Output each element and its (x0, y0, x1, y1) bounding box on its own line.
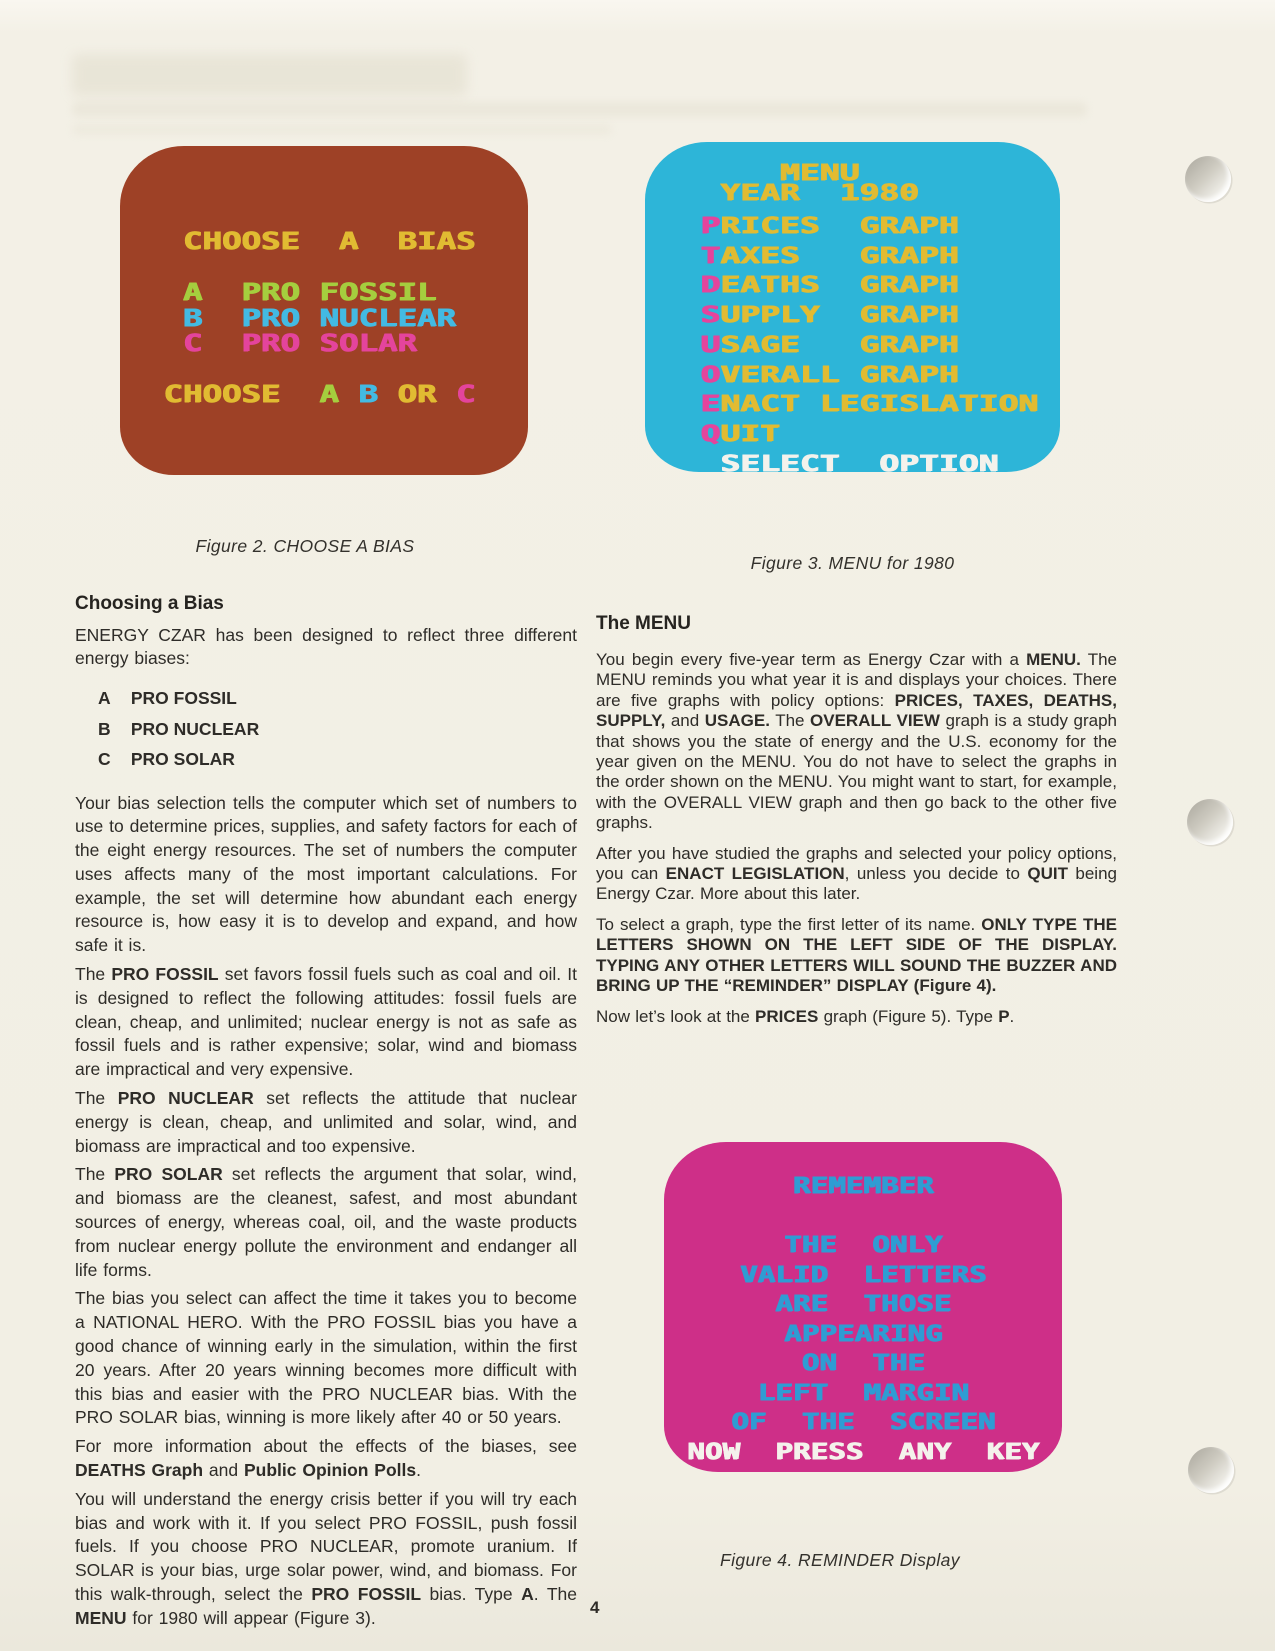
reminder-screen-text: REMEMBER THE ONLY VALID LETTERS ARE THOSE APPEARING ON THE LEFT MARGIN OF THE SCREEN NOW PRESS ANY KEY (686, 1174, 1040, 1465)
menu-screen-items-text: PRICES GRAPH TAXES GRAPH DEATHS GRAPH SUPPLY GRAPH USAGE GRAPH OVERALL GRAPH ENACT LEGISLATION QUIT SELECT OPTION (700, 214, 1038, 472)
body-paragraph: To select a graph, type the first letter of its name. ONLY TYPE THE LETTERS SHOWN ON THE LEFT SIDE OF THE DISPLAY. TYPING ANY OTHER LETTERS WILL SOUND THE BUZZER AND BRING UP THE “REMINDER” DISPLAY (Figure 4). (596, 914, 1117, 996)
bias-screen-text: CHOOSE A BIAS A PRO FOSSIL B PRO NUCLEAR C PRO SOLAR CHOOSE A B OR C (163, 227, 476, 408)
bias-list (98, 683, 577, 775)
body-paragraph: You begin every five-year term as Energy Czar with a MENU. The MENU reminds you what year it is and displays your choices. There are five graphs with policy options: PRICES, TAXES, DEATHS, SUPPLY, and USAGE. The OVERALL VIEW graph is a study graph that shows you the state of energy and the U.S. economy for the year given on the MENU. You do not have to select the graphs in the order shown on the MENU. You might want to start, for example, with the OVERALL VIEW graph and then go back to the other five graphs. (596, 650, 1118, 833)
body-paragraph: For more information about the effects of the biases, see DEATHS Graph and Public Opinion Polls. (75, 1436, 577, 1481)
punch-hole (1187, 799, 1233, 845)
ghost-print-artifact (72, 124, 612, 135)
punch-hole (1185, 156, 1231, 202)
choosing-a-bias-heading: Choosing a Bias (75, 593, 224, 614)
the-menu-heading: The MENU (596, 613, 691, 634)
bias-list-item (98, 744, 577, 775)
bias-intro-paragraph: ENERGY CZAR has been designed to reflect three different energy biases: (75, 625, 577, 668)
body-paragraph: You will understand the energy crisis better if you will try each bias and work with it. If you select PRO FOSSIL, push fossil fuels. If you choose PRO NUCLEAR, promote uranium. If SOLAR is your bias, urge solar power, wind, and biomass. For this walk-through, select the PRO FOSSIL bias. Type A. The MENU for 1980 will appear (Figure 3). (75, 1488, 577, 1628)
body-paragraph: Your bias selection tells the computer which set of numbers to use to determine prices, supplies, and safety factors for each of the eight energy resources. The set of numbers the computer uses affects many of the most important calculations. For example, the set will determine how abundant each energy resource is, how easy it is to develop and expand, and how safe it is. (75, 792, 577, 956)
body-paragraph: The bias you select can affect the time it takes you to become a NATIONAL HERO. With the PRO FOSSIL bias you have a good chance of winning early in the simulation, within the first 20 years. After 20 years winning becomes more difficult with this bias and easier with the PRO NUCLEAR bias. With the PRO SOLAR bias, winning is more likely after 40 or 50 years. (75, 1288, 577, 1428)
bias-key: C (98, 749, 111, 769)
bias-list-item (98, 714, 577, 745)
bias-label: PRO NUCLEAR (130, 718, 260, 739)
left-column (75, 592, 577, 1636)
body-paragraph: The PRO FOSSIL set favors fossil fuels such as coal and oil. It is designed to reflect the following attitudes: fossil fuels are clean, cheap, and unlimited; nuclear energy is not as safe as fossil fuels and is rather expensive; solar, wind and biomass are impractical and very expensive. (75, 964, 577, 1080)
ghost-print-artifact (72, 102, 1087, 117)
menu-screen-header-text: MENU YEAR 1980 (700, 161, 919, 206)
body-paragraph: The PRO NUCLEAR set reflects the attitude that nuclear energy is clean, cheap, and unlimited and solar, wind, and biomass are impractical and too expensive. (75, 1088, 577, 1156)
figure3-menu-screen (645, 142, 1060, 472)
right-column (596, 612, 1117, 1037)
figure4-caption: Figure 4. REMINDER Display (720, 1550, 960, 1570)
figure3-caption: Figure 3. MENU for 1980 (750, 553, 955, 573)
bias-list-item (98, 683, 577, 714)
body-paragraph: The PRO SOLAR set reflects the argument that solar, wind, and biomass are the cleanest, safest, and most abundant sources of energy, whereas coal, oil, and the waste products from nuclear energy pollute the environment and endanger all life forms. (75, 1164, 577, 1280)
bias-key: B (98, 718, 111, 739)
punch-hole (1188, 1447, 1234, 1493)
figure2-caption: Figure 2. CHOOSE A BIAS (195, 536, 415, 556)
bias-label: PRO FOSSIL (130, 688, 237, 708)
ghost-print-artifact (72, 54, 467, 96)
body-paragraph: After you have studied the graphs and selected your policy options, you can ENACT LEGISLATION, unless you decide to QUIT being Energy Czar. More about this later. (596, 843, 1117, 904)
body-paragraph: Now let’s look at the PRICES graph (Figure 5). Type P. (596, 1006, 1015, 1026)
page-number: 4 (590, 1598, 600, 1617)
figure4-reminder-screen (664, 1142, 1062, 1472)
bias-label: PRO SOLAR (130, 749, 235, 769)
bias-key: A (98, 688, 111, 708)
figure2-choose-a-bias-screen (120, 146, 528, 475)
